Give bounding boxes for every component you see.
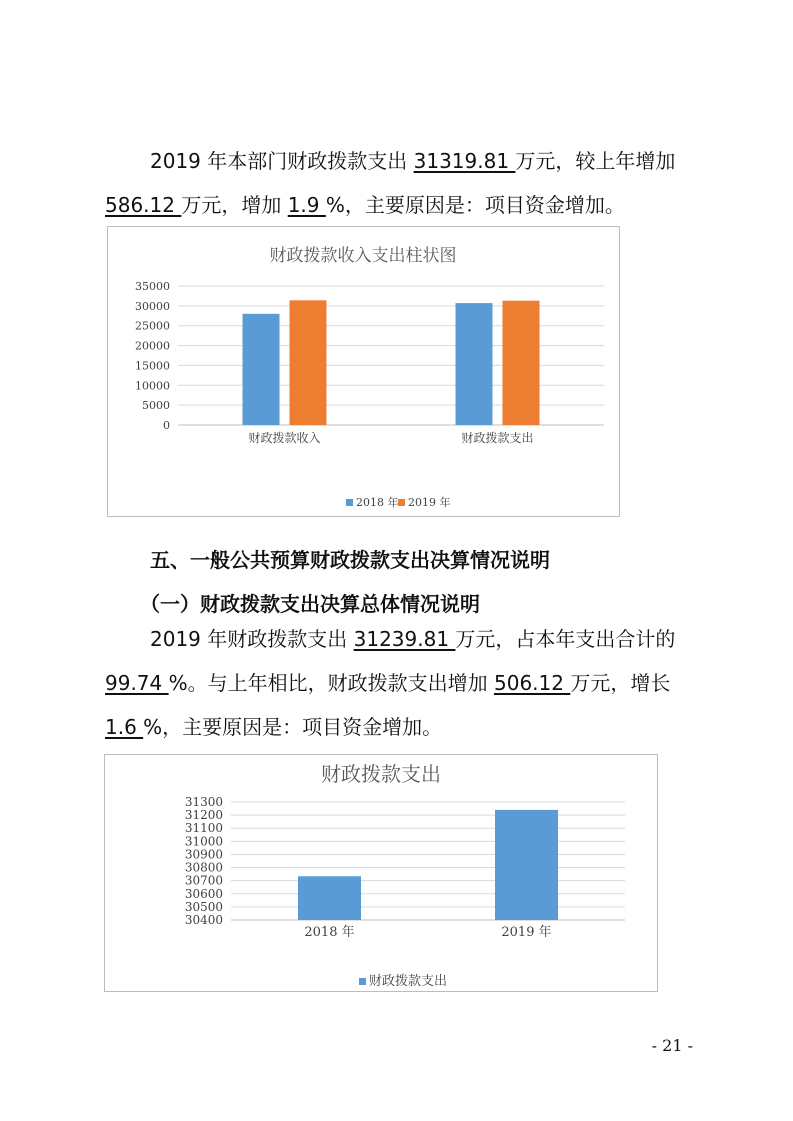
y-tick-label: 30400	[184, 913, 223, 927]
amount-value: 31239.81	[353, 627, 456, 651]
text: 2019 年财政拨款支出	[150, 627, 354, 651]
chart-income-expense	[107, 226, 620, 517]
legend-swatch	[398, 499, 405, 506]
increase-value: 506.12	[494, 671, 571, 695]
y-tick-label: 30500	[184, 899, 223, 914]
chart-expenditure	[104, 754, 658, 992]
text: 万元，占本年支出合计的	[455, 627, 676, 651]
legend-swatch	[359, 978, 366, 985]
text: 万元，增长	[570, 671, 671, 695]
y-tick-label: 30000	[135, 299, 170, 313]
text: 2019 年本部门财政拨款支出	[150, 149, 414, 173]
x-tick-label: 财政拨款支出	[461, 431, 534, 445]
chart-title: 财政拨款支出	[321, 762, 441, 786]
x-tick-label: 2019 年	[501, 925, 552, 940]
amount-value: 31319.81	[413, 149, 516, 173]
chart-income-expense-svg	[108, 227, 619, 516]
y-tick-label: 30700	[184, 873, 223, 888]
text: %。与上年相比，财政拨款支出增加	[168, 671, 494, 695]
y-tick-label: 30600	[184, 886, 223, 901]
text: 万元，增加	[181, 193, 288, 217]
y-tick-label: 0	[163, 419, 170, 432]
legend-swatch	[346, 499, 353, 506]
bar-财政拨款支出-2019 年	[503, 301, 540, 425]
section-heading-5: 五、一般公共预算财政拨款支出决算情况说明	[150, 548, 550, 572]
bar-财政拨款支出-2018 年	[456, 303, 493, 425]
y-tick-label: 30900	[184, 847, 223, 862]
paragraph-fiscal-allocation-summary	[105, 139, 695, 227]
text: %，主要原因是：项目资金增加。	[143, 715, 443, 739]
bar-2019 年-财政拨款支出	[495, 810, 558, 920]
percent-value: 1.9	[287, 193, 326, 217]
y-tick-label: 15000	[135, 359, 170, 373]
y-tick-label: 30800	[184, 860, 223, 875]
x-tick-label: 2018 年	[304, 925, 355, 940]
page-number: - 21 -	[651, 1036, 693, 1055]
legend-label: 2019 年	[408, 496, 451, 509]
y-tick-label: 31000	[184, 834, 223, 849]
y-tick-label: 31300	[184, 795, 223, 809]
x-tick-label: 财政拨款收入	[248, 431, 321, 445]
legend-label: 财政拨款支出	[369, 974, 448, 989]
paragraph-fiscal-expenditure-summary	[105, 617, 695, 749]
y-tick-label: 31200	[184, 808, 223, 823]
y-tick-label: 31100	[184, 821, 223, 836]
y-tick-label: 10000	[135, 379, 170, 393]
chart-expenditure-svg	[105, 755, 657, 991]
bar-财政拨款收入-2019 年	[290, 300, 327, 425]
y-tick-label: 20000	[135, 339, 170, 353]
y-tick-label: 35000	[135, 280, 170, 293]
bar-2018 年-财政拨款支出	[298, 876, 361, 920]
y-tick-label: 5000	[142, 399, 170, 413]
bar-财政拨款收入-2018 年	[243, 314, 280, 425]
percent-value: 99.74	[105, 671, 169, 695]
y-tick-label: 25000	[135, 319, 170, 333]
text: %，主要原因是：项目资金增加。	[325, 193, 625, 217]
section-subheading-5-1: （一）财政拨款支出决算总体情况说明	[140, 592, 480, 616]
text: 万元，较上年增加	[515, 149, 676, 173]
increase-value: 586.12	[105, 193, 182, 217]
growth-percent-value: 1.6	[105, 715, 144, 739]
legend-label: 2018 年	[356, 496, 399, 509]
chart-title: 财政拨款收入支出柱状图	[269, 246, 457, 266]
